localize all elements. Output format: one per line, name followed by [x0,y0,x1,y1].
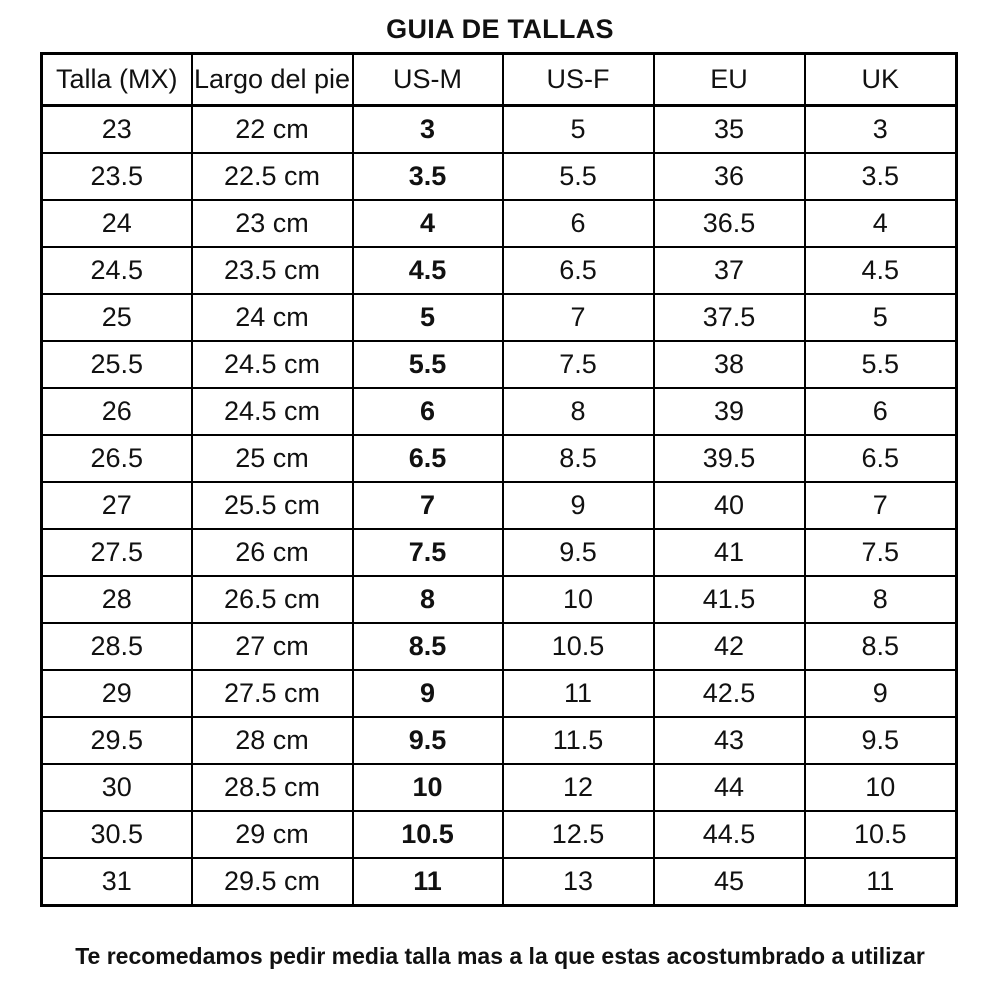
table-row [42,247,957,294]
table-cell: 5.5 [503,153,654,200]
table-row [42,388,957,435]
table-cell: 7 [353,482,503,529]
table-cell: 23 [42,106,192,154]
table-cell: 26 [42,388,192,435]
table-cell: 31 [42,858,192,906]
table-cell: 6.5 [805,435,957,482]
table-row [42,811,957,858]
table-cell: 7.5 [503,341,654,388]
table-cell: 44 [654,764,805,811]
table-cell: 10 [805,764,957,811]
table-cell: 8 [805,576,957,623]
table-cell: 10.5 [805,811,957,858]
table-row [42,576,957,623]
table-cell: 28 cm [192,717,353,764]
table-cell: 8.5 [353,623,503,670]
table-row [42,200,957,247]
table-cell: 38 [654,341,805,388]
table-cell: 13 [503,858,654,906]
table-cell: 28 [42,576,192,623]
table-cell: 11 [353,858,503,906]
table-row [42,482,957,529]
page-title: GUIA DE TALLAS [386,14,614,44]
table-cell: 25.5 cm [192,482,353,529]
table-cell: 11 [805,858,957,906]
table-cell: 4 [353,200,503,247]
table-cell: 3 [805,106,957,154]
table-cell: 6 [353,388,503,435]
table-row [42,717,957,764]
table-cell: 12 [503,764,654,811]
table-cell: 26.5 cm [192,576,353,623]
table-cell: 11 [503,670,654,717]
table-cell: 4.5 [353,247,503,294]
table-cell: 12.5 [503,811,654,858]
table-row [42,623,957,670]
table-cell: 36.5 [654,200,805,247]
table-cell: 9 [353,670,503,717]
table-cell: 24 cm [192,294,353,341]
table-cell: 10.5 [503,623,654,670]
table-cell: 29 cm [192,811,353,858]
table-cell: 27.5 cm [192,670,353,717]
table-cell: 3 [353,106,503,154]
table-cell: 40 [654,482,805,529]
table-cell: 22.5 cm [192,153,353,200]
table-body [42,106,957,906]
table-cell: 42 [654,623,805,670]
table-cell: 37 [654,247,805,294]
table-cell: 24 [42,200,192,247]
table-cell: 27 [42,482,192,529]
table-cell: 24.5 [42,247,192,294]
table-cell: 24.5 cm [192,341,353,388]
size-chart-table [40,52,958,907]
table-cell: 7.5 [805,529,957,576]
table-row [42,858,957,906]
table-cell: 9 [503,482,654,529]
table-cell: 7 [503,294,654,341]
column-header: US-M [353,54,503,106]
table-cell: 25 [42,294,192,341]
table-cell: 42.5 [654,670,805,717]
table-cell: 5.5 [805,341,957,388]
table-cell: 43 [654,717,805,764]
table-cell: 37.5 [654,294,805,341]
table-cell: 6 [503,200,654,247]
table-cell: 24.5 cm [192,388,353,435]
table-cell: 26.5 [42,435,192,482]
table-cell: 3.5 [353,153,503,200]
table-cell: 35 [654,106,805,154]
table-cell: 26 cm [192,529,353,576]
table-row [42,435,957,482]
table-row [42,529,957,576]
table-cell: 8 [503,388,654,435]
table-cell: 5 [353,294,503,341]
table-cell: 7 [805,482,957,529]
table-cell: 5 [503,106,654,154]
table-row [42,764,957,811]
table-cell: 23.5 [42,153,192,200]
table-cell: 45 [654,858,805,906]
column-header: US-F [503,54,654,106]
table-cell: 6.5 [503,247,654,294]
table-cell: 44.5 [654,811,805,858]
table-cell: 10.5 [353,811,503,858]
table-cell: 4.5 [805,247,957,294]
table-cell: 23.5 cm [192,247,353,294]
table-cell: 9.5 [805,717,957,764]
table-cell: 30 [42,764,192,811]
column-header: EU [654,54,805,106]
table-row [42,670,957,717]
table-cell: 5 [805,294,957,341]
table-cell: 10 [503,576,654,623]
table-cell: 9.5 [353,717,503,764]
table-cell: 27 cm [192,623,353,670]
table-header-row [42,54,957,106]
table-cell: 8.5 [503,435,654,482]
table-cell: 28.5 [42,623,192,670]
table-cell: 4 [805,200,957,247]
table-row [42,153,957,200]
footer-note: Te recomedamos pedir media talla mas a la que estas acostumbrado a utilizar [75,943,925,969]
table-row [42,341,957,388]
column-header: Largo del pie [192,54,353,106]
table-cell: 6.5 [353,435,503,482]
table-cell: 9 [805,670,957,717]
table-cell: 29 [42,670,192,717]
table-cell: 11.5 [503,717,654,764]
table-cell: 29.5 [42,717,192,764]
table-cell: 28.5 cm [192,764,353,811]
table-cell: 8.5 [805,623,957,670]
table-cell: 9.5 [503,529,654,576]
table-row [42,294,957,341]
table-cell: 41 [654,529,805,576]
table-cell: 25.5 [42,341,192,388]
table-cell: 22 cm [192,106,353,154]
table-cell: 29.5 cm [192,858,353,906]
table-cell: 25 cm [192,435,353,482]
column-header: Talla (MX) [42,54,192,106]
table-cell: 3.5 [805,153,957,200]
table-cell: 7.5 [353,529,503,576]
table-cell: 5.5 [353,341,503,388]
table-cell: 41.5 [654,576,805,623]
table-cell: 39 [654,388,805,435]
column-header: UK [805,54,957,106]
table-row [42,106,957,154]
table-cell: 39.5 [654,435,805,482]
table-cell: 30.5 [42,811,192,858]
table-cell: 8 [353,576,503,623]
table-cell: 6 [805,388,957,435]
table-cell: 23 cm [192,200,353,247]
table-cell: 36 [654,153,805,200]
table-cell: 27.5 [42,529,192,576]
table-cell: 10 [353,764,503,811]
